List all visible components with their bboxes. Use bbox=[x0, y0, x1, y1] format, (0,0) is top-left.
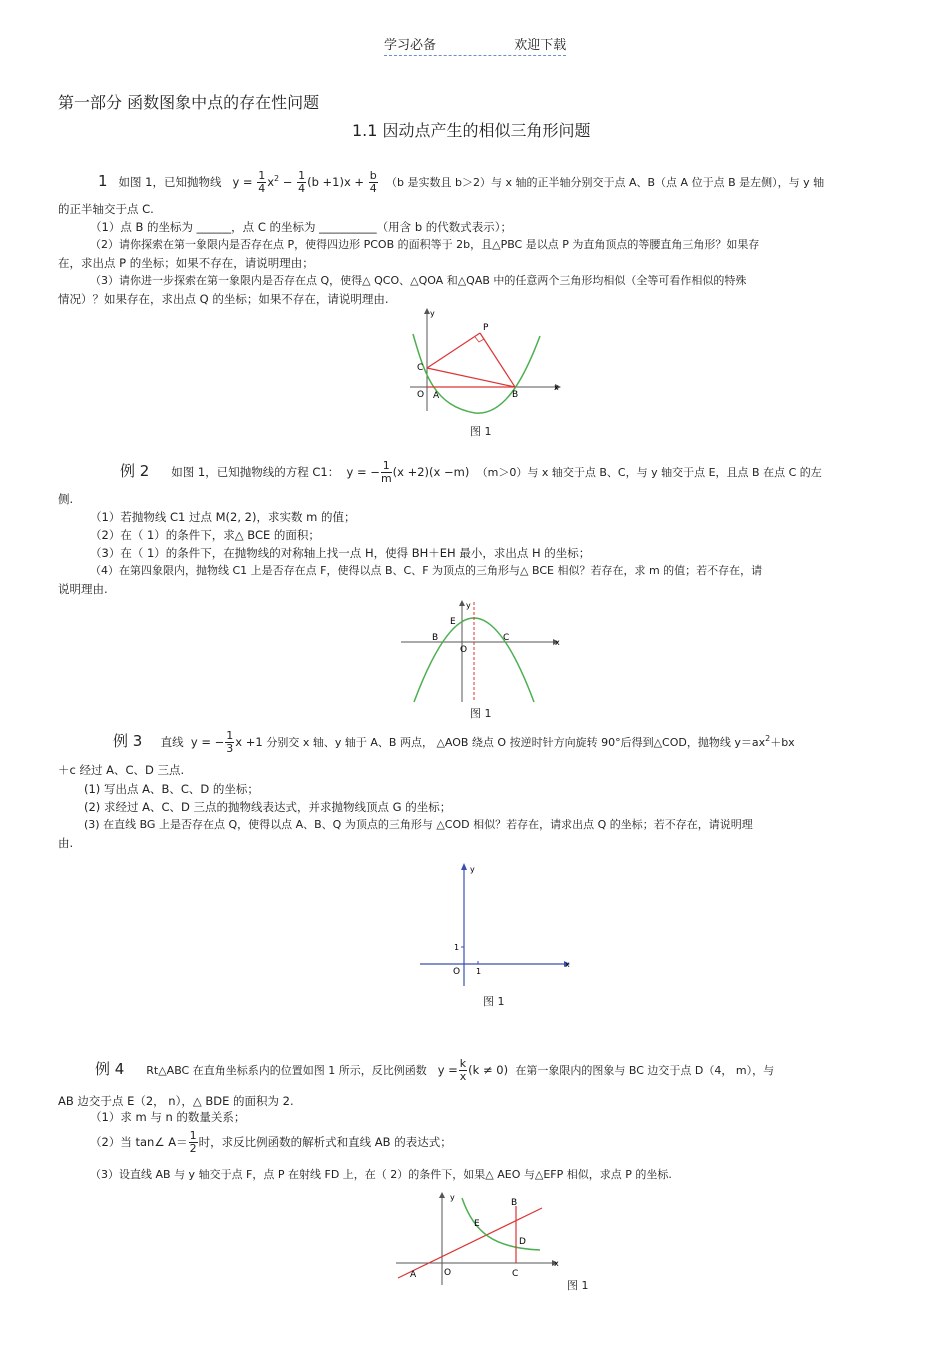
label-E: E bbox=[450, 617, 456, 627]
problem-2-intro: 如图 1，已知抛物线的方程 C1： bbox=[171, 465, 340, 479]
problem-2-q2: （2）在（ 1）的条件下，求△ BCE 的面积； bbox=[90, 528, 320, 542]
label-one-y: 1 bbox=[454, 943, 460, 952]
label-y: y bbox=[466, 601, 471, 610]
problem-1-number: 1 bbox=[98, 172, 108, 190]
label-B: B bbox=[432, 633, 439, 643]
problem-2-q3: （3）在（ 1）的条件下，在抛物线的对称轴上找一点 H，使得 BH＋EH 最小，求出点 H 的坐标； bbox=[90, 546, 591, 560]
label-O: O bbox=[460, 645, 468, 655]
segment-PB bbox=[480, 333, 515, 387]
label-O: O bbox=[444, 1268, 452, 1278]
figure-3 bbox=[418, 858, 574, 988]
label-x: x bbox=[565, 960, 570, 969]
segment-CP bbox=[427, 333, 480, 368]
label-C: C bbox=[512, 1269, 519, 1279]
page-header bbox=[384, 34, 566, 56]
label-E: E bbox=[474, 1219, 480, 1229]
label-B: B bbox=[511, 1198, 518, 1208]
label-y: y bbox=[470, 865, 475, 874]
label-O: O bbox=[417, 390, 425, 400]
problem-1-q3b: 情况）？如果存在，求出点 Q 的坐标；如果不存在，请说明理由. bbox=[58, 292, 389, 306]
problem-1-q2b: 在，求出点 P 的坐标；如果不存在，请说明理由； bbox=[58, 256, 314, 270]
problem-3-q1: (1) 写出点 A、B、C、D 的坐标； bbox=[84, 782, 259, 796]
label-x: x bbox=[554, 1259, 559, 1268]
fraction: $\frac{b}{4}$ bbox=[369, 169, 377, 195]
problem-4-q2: （2）当 tan∠ A＝ $\frac{1}{2}$ 时，求反比例函数的解析式和直线 AB 的表达式； bbox=[90, 1129, 452, 1155]
problem-1-q2a: （2）请你探索在第一象限内是否存在点 P，使得四边形 PCOB 的面积等于 2b，且△PBC 是以点 P 为直角顶点的等腰直角三角形？如果存 bbox=[90, 238, 760, 251]
problem-1-q1: （1）点 B 的坐标为 ______，点 C 的坐标为 __________（用含 b 的代数式表示）； bbox=[90, 220, 513, 234]
fraction: $\frac{k}{x}$ bbox=[459, 1057, 467, 1083]
problem-1-intro: 如图 1，已知抛物线 bbox=[118, 175, 222, 189]
label-A: A bbox=[410, 1270, 417, 1280]
figure-4 bbox=[394, 1188, 564, 1288]
problem-3-q3a: (3) 在直线 BG 上是否存在点 Q，使得以点 A、B、Q 为顶点的三角形与 △COD 相似？若存在，请求出点 Q 的坐标；若不存在，请说明理 bbox=[84, 818, 753, 831]
y-arrow-icon bbox=[439, 1192, 445, 1198]
problem-2-q4b: 说明理由. bbox=[58, 582, 108, 596]
header-right: 欢迎下载 bbox=[514, 38, 567, 53]
problem-2-intro-cont: （m＞0）与 x 轴交于点 B、C，与 y 轴交于点 E，且点 B 在点 C 的左 bbox=[476, 466, 822, 479]
problem-4-line-2: AB 边交于点 E（2， n），△ BDE 的面积为 2. bbox=[58, 1094, 294, 1108]
problem-1-q3a: （3）请你进一步探索在第一象限内是否存在点 Q，使得△ QCO、△QOA 和△QAB 中的任意两个三角形均相似（全等可看作相似的特殊 bbox=[90, 274, 747, 287]
label-y: y bbox=[430, 309, 435, 318]
problem-1-line-1 bbox=[98, 170, 824, 195]
figure-1-caption: 图 1 bbox=[470, 425, 492, 438]
part-title: 第一部分 函数图象中点的存在性问题 bbox=[58, 93, 320, 112]
parabola bbox=[413, 334, 540, 413]
problem-3-line-1: 例 3 直线 y = − $\frac{1}{3}$ x +1 分别交 x 轴、y 轴于 A、B 两点， △AOB 绕点 O 按逆时针方向旋转 90°后得到△COD，抛物线 $y=ax^2+bx$ bbox=[113, 729, 795, 755]
problem-3-q2: (2) 求经过 A、C、D 三点的抛物线表达式，并求抛物线顶点 G 的坐标； bbox=[84, 800, 452, 814]
figure-2-caption: 图 1 bbox=[470, 707, 492, 720]
fraction: $\frac{1}{4}$ bbox=[258, 169, 266, 195]
problem-3-line-2: ＋c 经过 A、C、D 三点. bbox=[58, 763, 185, 777]
figure-3-caption: 图 1 bbox=[483, 995, 505, 1008]
segment-CB bbox=[427, 368, 515, 387]
problem-2-q1: （1）若抛物线 C1 过点 M(2, 2)，求实数 m 的值； bbox=[90, 510, 356, 524]
fraction: $\frac{1}{m}$ bbox=[380, 459, 392, 485]
problem-4-intro-cont: 在第一象限内的图象与 BC 边交于点 D（4， m），与 bbox=[515, 1064, 775, 1077]
problem-4-q1: （1）求 m 与 n 的数量关系； bbox=[90, 1110, 246, 1124]
problem-4-number: 例 4 bbox=[95, 1060, 125, 1078]
y-arrow-icon bbox=[459, 600, 465, 606]
figure-4-caption: 图 1 bbox=[567, 1279, 589, 1292]
label-P: P bbox=[483, 323, 489, 333]
label-B: B bbox=[512, 390, 519, 400]
problem-1-intro-cont: （b 是实数且 b＞2）与 x 轴的正半轴分别交于点 A、B（点 A 位于点 B 是左侧），与 y 轴 bbox=[386, 176, 825, 189]
problem-4-intro: Rt△ABC 在直角坐标系内的位置如图 1 所示，反比例函数 bbox=[146, 1064, 427, 1077]
problem-2-line-2: 侧. bbox=[58, 492, 74, 506]
problem-4-q3: （3）设直线 AB 与 y 轴交于点 F，点 P 在射线 FD 上，在（ 2）的条件下，如果△ AEO 与△EFP 相似，求点 P 的坐标. bbox=[90, 1168, 672, 1181]
fraction: $\frac{1}{4}$ bbox=[298, 169, 306, 195]
section-title: 1.1 因动点产生的相似三角形问题 bbox=[352, 121, 591, 140]
problem-2-line-1 bbox=[120, 460, 822, 485]
header-left: 学习必备 bbox=[384, 38, 437, 53]
problem-3-intro-cont: 分别交 x 轴、y 轴于 A、B 两点， △AOB 绕点 O 按逆时针方向旋转 90°后得到△COD，抛物线 y＝ax bbox=[266, 736, 766, 749]
label-one-x: 1 bbox=[476, 967, 482, 976]
problem-1-line-2: 的正半轴交于点 C. bbox=[58, 202, 154, 216]
problem-3-q3b: 由. bbox=[58, 836, 74, 850]
label-O: O bbox=[453, 967, 461, 977]
label-C: C bbox=[503, 633, 510, 643]
problem-2-q4a: （4）在第四象限内，抛物线 C1 上是否存在点 F，使得以点 B、C、F 为顶点的三角形与△ BCE 相似？若存在，求 m 的值；若不存在，请 bbox=[90, 564, 763, 577]
figure-1 bbox=[405, 306, 565, 416]
fraction: $\frac{1}{3}$ bbox=[226, 729, 234, 755]
y-arrow-icon bbox=[461, 863, 467, 870]
problem-2-number: 例 2 bbox=[120, 462, 150, 480]
figure-2 bbox=[398, 598, 564, 704]
problem-2-formula: y = − $\frac{1}{m}$ (x +2)(x −m) bbox=[346, 459, 470, 485]
label-C: C bbox=[417, 363, 424, 373]
label-x: x bbox=[554, 383, 559, 392]
problem-1-formula: y = $\frac{1}{4}$ $x^2$ − $\frac{1}{4}$ (b +1)x + $\frac{b}{4}$ bbox=[232, 169, 377, 195]
problem-3-number: 例 3 bbox=[113, 732, 143, 750]
label-y: y bbox=[450, 1193, 455, 1202]
problem-4-line-1 bbox=[95, 1058, 774, 1083]
fraction: $\frac{1}{2}$ bbox=[189, 1129, 197, 1155]
label-x: x bbox=[555, 638, 560, 647]
problem-4-formula: y = $\frac{k}{x}$ (k ≠ 0) bbox=[437, 1057, 509, 1083]
problem-3-intro: 直线 bbox=[160, 735, 184, 749]
label-A: A bbox=[433, 391, 440, 401]
label-D: D bbox=[519, 1237, 526, 1247]
problem-3-formula: y = − $\frac{1}{3}$ x +1 bbox=[190, 729, 263, 755]
